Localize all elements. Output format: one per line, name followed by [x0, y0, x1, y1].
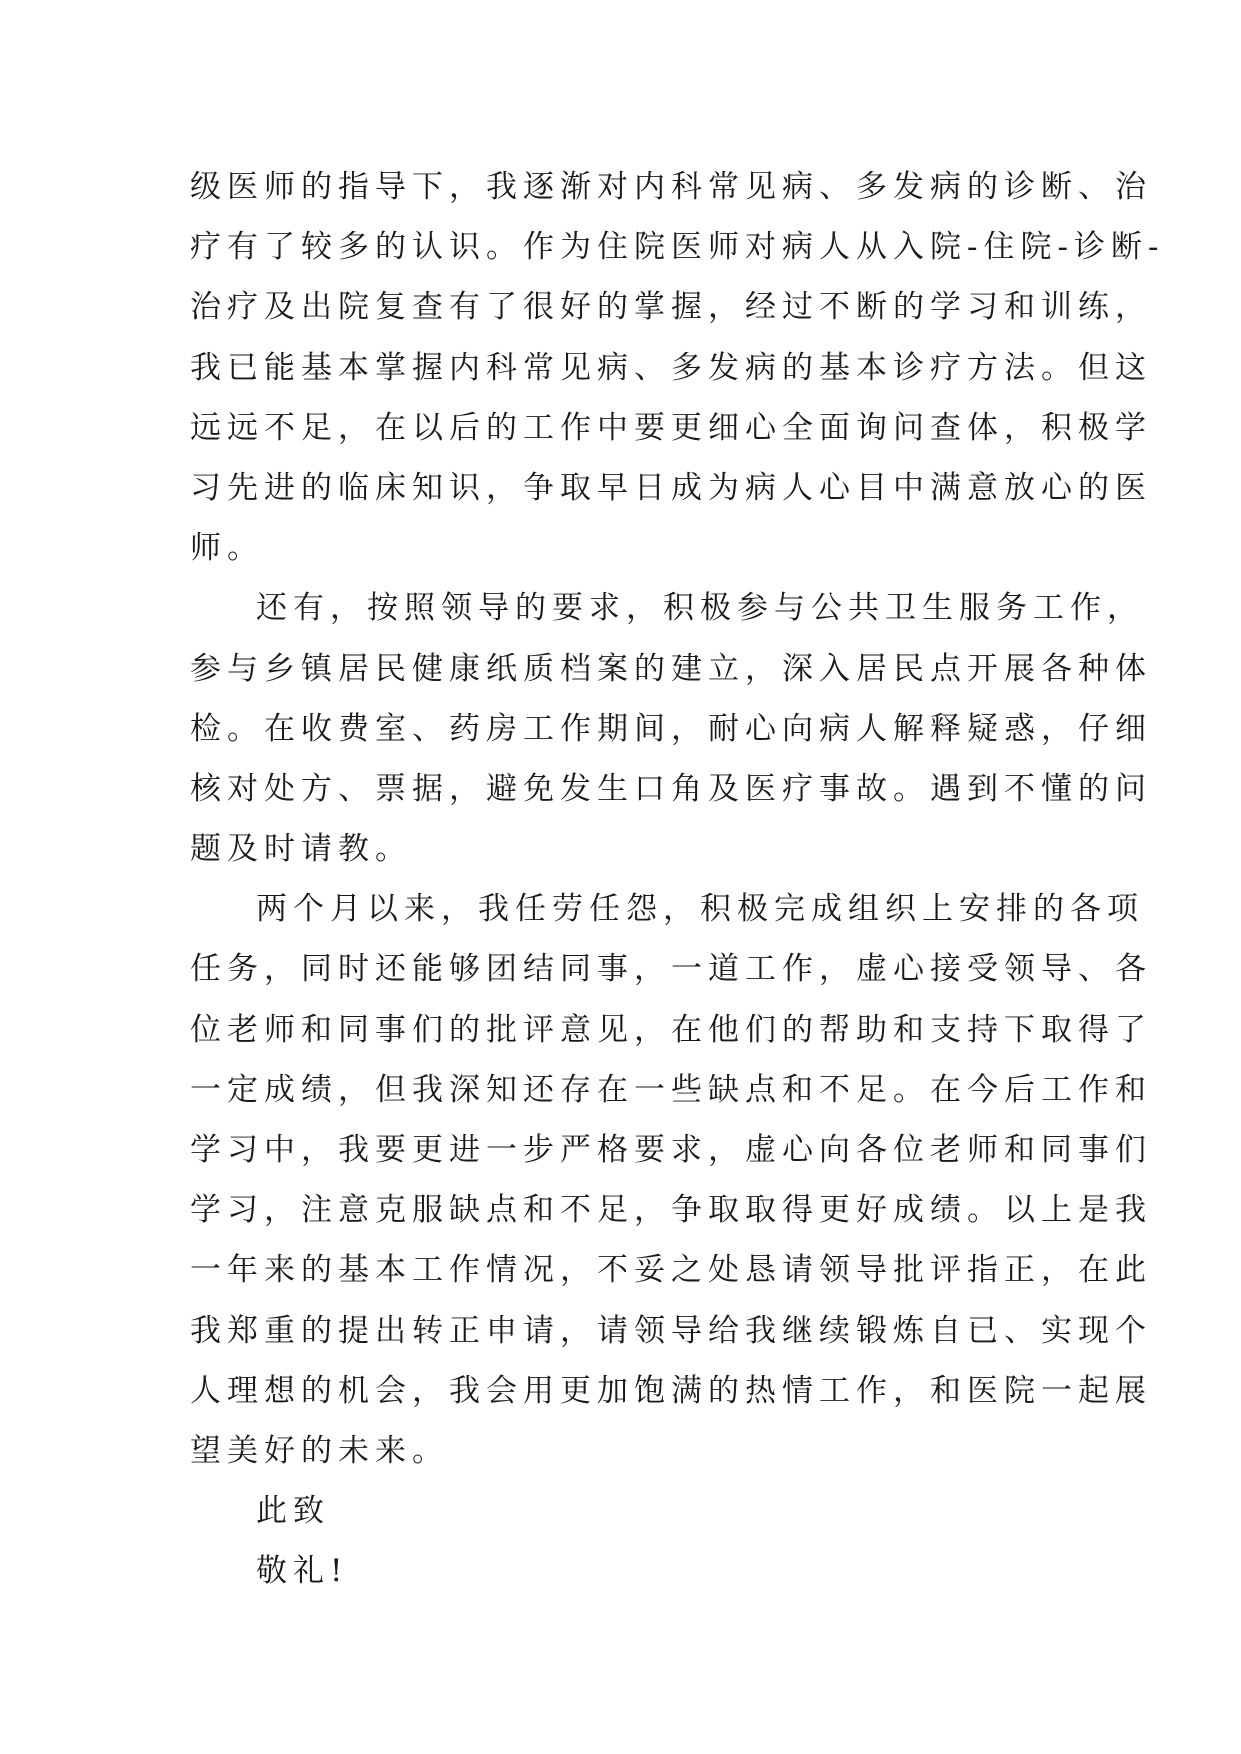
closing-salutation: 此致 — [256, 1493, 330, 1530]
text-line: 两个月以来，我任劳任怨，积极完成组织上安排的各项 — [256, 891, 1144, 928]
document-body — [190, 157, 1165, 1602]
text-line: 疗有了较多的认识。作为住院医师对病人从入院-住院-诊断- — [190, 229, 1165, 266]
text-line: 检。在收费室、药房工作期间，耐心向病人解释疑惑，仔细 — [190, 710, 1152, 747]
text-line: 核对处方、票据，避免发生口角及医疗事故。遇到不懂的问 — [190, 770, 1152, 807]
text-line: 师。 — [190, 530, 264, 567]
paragraph-practice — [190, 157, 1165, 578]
text-line: 题及时请教。 — [190, 831, 412, 868]
closing — [190, 1481, 1050, 1601]
text-line: 望美好的未来。 — [190, 1432, 449, 1469]
text-line: 参与乡镇居民健康纸质档案的建立，深入居民点开展各种体 — [190, 650, 1152, 687]
text-line: 位老师和同事们的批评意见，在他们的帮助和支持下取得了 — [190, 1011, 1152, 1048]
paragraph-public-health — [190, 578, 1152, 879]
text-line: 一年来的基本工作情况，不妥之处恳请领导批评指正，在此 — [190, 1252, 1152, 1289]
text-line: 人理想的机会，我会用更加饱满的热情工作，和医院一起展 — [190, 1372, 1152, 1409]
text-line: 我郑重的提出转正申请，请领导给我继续锻炼自已、实现个 — [190, 1312, 1152, 1349]
text-line: 还有，按照领导的要求，积极参与公共卫生服务工作， — [256, 590, 1144, 627]
text-line: 远远不足，在以后的工作中要更细心全面询问查体，积极学 — [190, 409, 1152, 446]
text-line: 学习中，我要更进一步严格要求，虚心向各位老师和同事们 — [190, 1132, 1152, 1168]
text-line: 我已能基本掌握内科常见病、多发病的基本诊疗方法。但这 — [190, 349, 1152, 386]
text-line: 一定成绩，但我深知还存在一些缺点和不足。在今后工作和 — [190, 1071, 1152, 1108]
text-line: 任务，同时还能够团结同事，一道工作，虚心接受领导、各 — [190, 951, 1152, 988]
paragraph-summary — [190, 879, 1152, 1481]
text-line: 治疗及出院复查有了很好的掌握，经过不断的学习和训练， — [190, 289, 1152, 326]
text-line: 学习，注意克服缺点和不足，争取取得更好成绩。以上是我 — [190, 1192, 1152, 1229]
text-line: 习先进的临床知识，争取早日成为病人心目中满意放心的医 — [190, 469, 1152, 506]
text-line: 级医师的指导下，我逐渐对内科常见病、多发病的诊断、治 — [190, 169, 1152, 205]
closing-regards: 敬礼! — [256, 1553, 349, 1590]
